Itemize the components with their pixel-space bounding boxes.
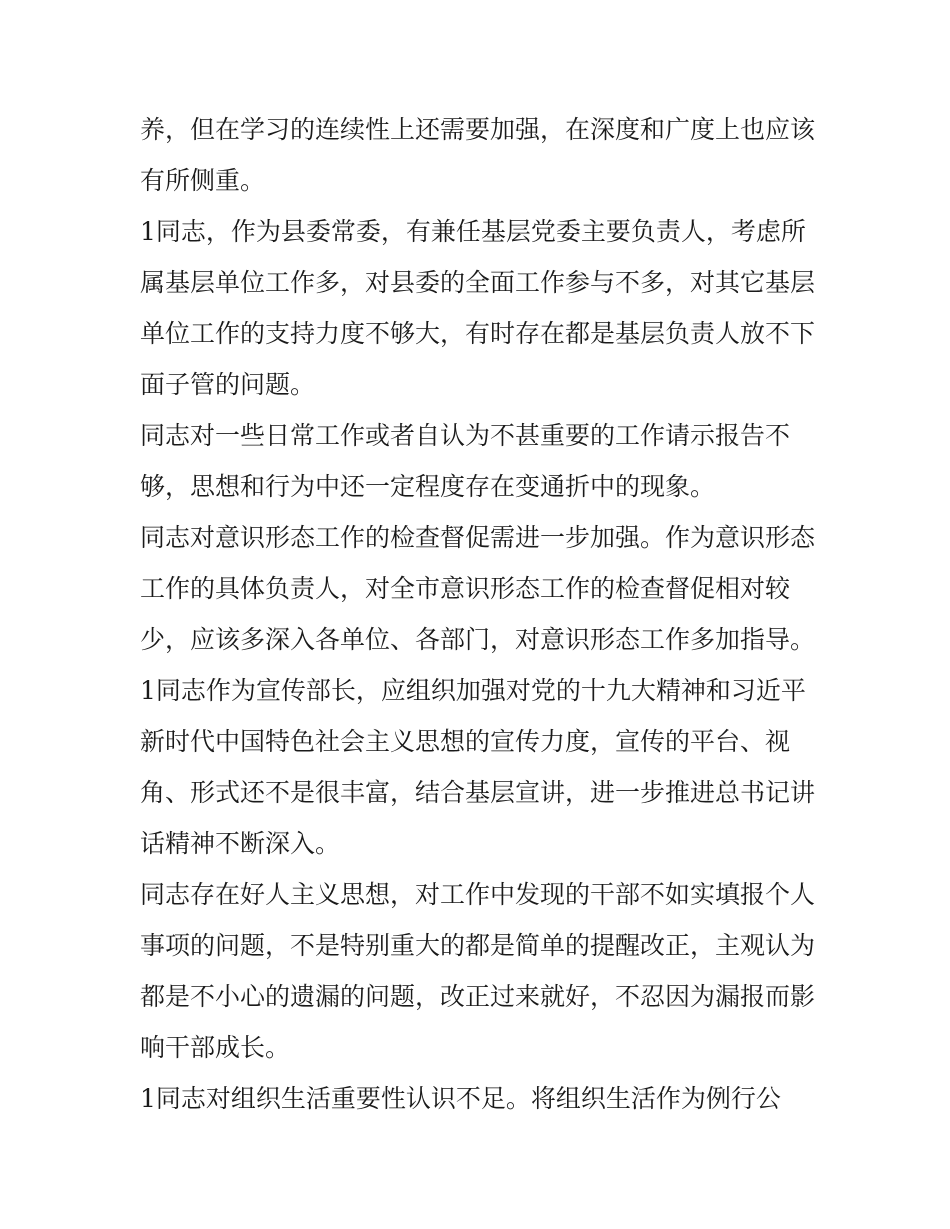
text-line: 响干部成长。 <box>140 1033 291 1062</box>
document-body <box>140 104 820 1124</box>
text-line: 面子管的问题。 <box>140 370 316 399</box>
text-line: 同志对一些日常工作或者自认为不甚重要的工作请示报告不 <box>140 421 791 450</box>
text-line: 同志对意识形态工作的检查督促需进一步加强。作为意识形态 <box>140 523 816 552</box>
text-line: 话精神不断深入。 <box>140 829 341 858</box>
text-line: 事项的问题，不是特别重大的都是简单的提醒改正，主观认为 <box>140 931 816 960</box>
text-line: 新时代中国特色社会主义思想的宣传力度，宣传的平台、视 <box>140 727 791 756</box>
text-line: 工作的具体负责人，对全市意识形态工作的检查督促相对较 <box>140 574 791 603</box>
text-line: 养，但在学习的连续性上还需要加强，在深度和广度上也应该 <box>140 115 816 144</box>
text-line: 单位工作的支持力度不够大，有时存在都是基层负责人放不下 <box>140 319 816 348</box>
text-line: 有所侧重。 <box>140 166 266 195</box>
text-line: 1同志作为宣传部长，应组织加强对党的十九大精神和习近平 <box>140 676 806 705</box>
text-line: 属基层单位工作多，对县委的全面工作参与不多，对其它基层 <box>140 268 816 297</box>
text-line: 少，应该多深入各单位、各部门，对意识形态工作多加指导。 <box>140 625 816 654</box>
text-line: 都是不小心的遗漏的问题，改正过来就好，不忍因为漏报而影 <box>140 982 816 1011</box>
text-line: 1同志，作为县委常委，有兼任基层党委主要负责人，考虑所 <box>140 217 806 246</box>
text-line: 角、形式还不是很丰富，结合基层宣讲，进一步推进总书记讲 <box>140 778 816 807</box>
text-line: 同志存在好人主义思想，对工作中发现的干部不如实填报个人 <box>140 880 816 909</box>
text-line: 够，思想和行为中还一定程度存在变通折中的现象。 <box>140 472 716 501</box>
text-line: 1同志对组织生活重要性认识不足。将组织生活作为例行公 <box>140 1084 781 1113</box>
